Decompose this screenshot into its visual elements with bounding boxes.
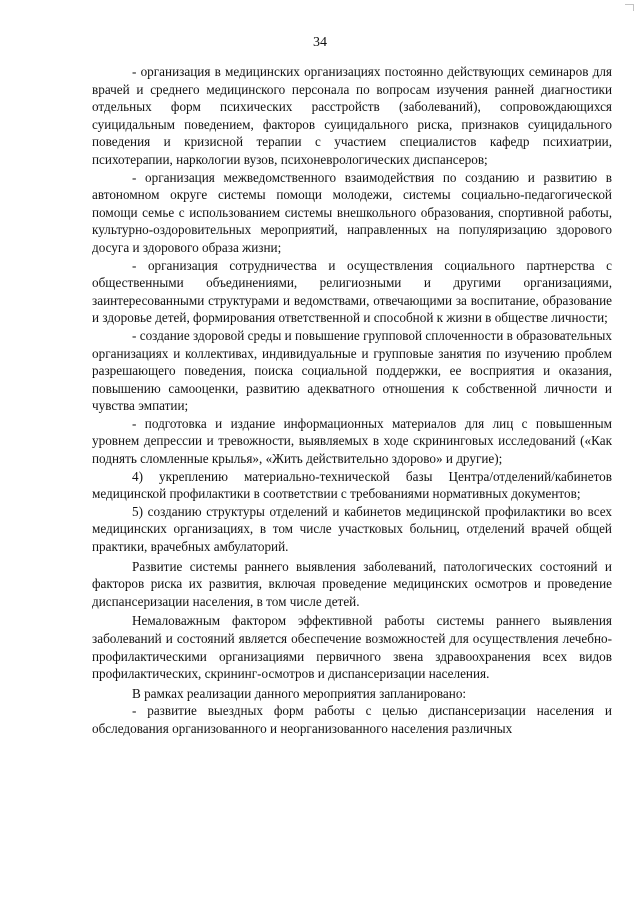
paragraph-field-work: - развитие выездных форм работы с целью диспансеризации населения и обследования организованного и неорганизованного населения различных — [92, 703, 612, 736]
paragraph-interagency: - организация межведомственного взаимодействия по созданию и развитию в автономном округе системы помощи молодежи, системы социально-педагогической помощи семье с использованием системы внешкольного образования, спортивной работы, культурно-оздоровительных мероприятий, направленных на популяризацию здорового досуга и здорового образа жизни; — [92, 169, 612, 255]
scan-corner-mark — [625, 4, 634, 11]
paragraph-partnership: - организация сотрудничества и осуществления социального партнерства с общественными объединениями, религиозными и другими организациями, заинтересованными структурами и ведомствами, отвечающими за воспитание, образование и здоровье детей, формирования ответственной и способной к жизни в обществе личности; — [92, 257, 612, 326]
paragraph-item-4: 4) укреплению материально-технической базы Центра/отделений/кабинетов медицинской профилактики в соответствии с требованиями нормативных документов; — [92, 468, 612, 502]
paragraph-seminars: - организация в медицинских организациях постоянно действующих семинаров для врачей и среднего медицинского персонала по вопросам изучения ранней диагностики отдельных форм психических расстройств (заболеваний), сопровождающихся суицидальным поведением, факторов суицидального риска, признаков суицидального поведения и кризисной терапии с участием специалистов кафедр психиатрии, психотерапии, наркологии вузов, психоневрологических диспансеров; — [92, 64, 612, 167]
paragraph-important-factor: Немаловажным фактором эффективной работы системы раннего выявления заболеваний и состояний является обеспечение возможностей для осуществления лечебно-профилактическими организациями первичного звена здравоохранения всех видов профилактических, скрининг-осмотров и диспансеризации населения. — [92, 613, 612, 682]
paragraph-healthy-environment: - создание здоровой среды и повышение групповой сплоченности в образовательных организациях и коллективах, индивидуальные и групповые занятия по изучению проблем разрешающего поведения, поиска социальной поддержки, ее восприятия и оказания, повышению самооценки, развитию адекватного отношения к собственной личности и чувства эмпатии; — [92, 327, 612, 414]
paragraph-planned: В рамках реализации данного мероприятия запланировано: — [132, 685, 467, 701]
document-body — [92, 63, 612, 738]
paragraph-item-5: 5) созданию структуры отделений и кабинетов медицинской профилактики во всех медицинских организациях, в том числе участковых больниц, отделений врачей общей практики, врачебных амбулаторий. — [92, 503, 612, 555]
paragraph-early-detection: Развитие системы раннего выявления заболеваний, патологических состояний и факторов риска их развития, включая проведение медицинских осмотров и проведение диспансеризации населения, в том числе детей. — [92, 558, 612, 609]
paragraph-info-materials: - подготовка и издание информационных материалов для лиц с повышенным уровнем депрессии и тревожности, выявляемых в ходе скрининговых исследований («Как поднять сломленные крылья», «Жить действительно здорово» и другие); — [92, 415, 612, 467]
page-number: 34 — [313, 35, 327, 50]
